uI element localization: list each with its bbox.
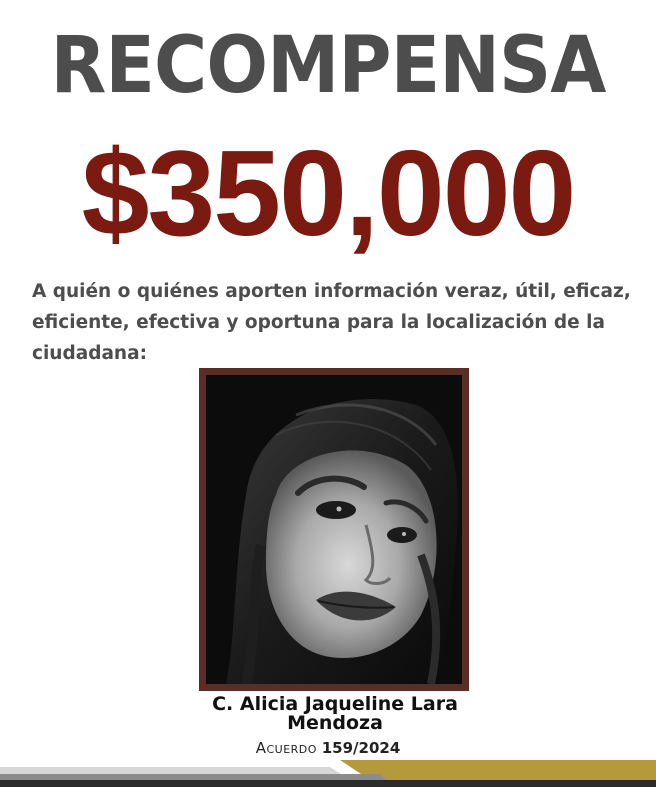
person-name-line2: Mendoza [287, 712, 383, 734]
agreement-reference [0, 739, 656, 757]
footer-stripes [0, 760, 656, 787]
agreement-number: 159/2024 [321, 739, 401, 757]
photo-frame [199, 368, 469, 691]
reward-description: A quién o quiénes aporten información veraz, útil, eficaz, eficiente, efectiva y oportuna para la localización de la ciudadana: [32, 281, 631, 364]
person-name [150, 695, 520, 733]
reward-amount: $350,000 [81, 125, 575, 261]
portrait-photo [206, 375, 462, 684]
person-name-line1: C. Alicia Jaqueline Lara [212, 693, 458, 715]
reward-title: RECOMPENSA [50, 21, 606, 111]
portrait-photo-image [206, 375, 462, 684]
footer-stripes-graphic [0, 760, 656, 787]
agreement-prefix: Acuerdo [255, 739, 317, 757]
